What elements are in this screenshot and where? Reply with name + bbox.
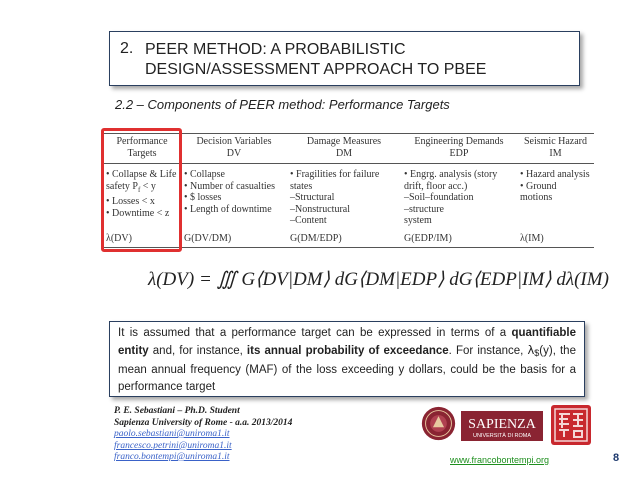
func-g-dm-edp: G(DM/EDP) bbox=[287, 227, 401, 248]
university-name: Sapienza University of Rome - a.a. 2013/2014 bbox=[114, 417, 293, 428]
red-seal-stamp-icon bbox=[550, 404, 592, 446]
func-lambda-im: λ(IM) bbox=[517, 227, 594, 248]
sapienza-emblem-icon bbox=[420, 405, 457, 442]
header-performance-targets: Performance Targets bbox=[103, 134, 181, 164]
func-g-dv-dm: G(DV/DM) bbox=[181, 227, 287, 248]
header-engineering-demands: Engineering Demands EDP bbox=[401, 134, 517, 164]
email-link-sebastiani[interactable]: paolo.sebastiani@uniroma1.it bbox=[114, 429, 230, 439]
header-decision-variables: Decision Variables DV bbox=[181, 134, 287, 164]
peer-formula: λ(DV) = ∭ G⟨DV|DM⟩ dG⟨DM|EDP⟩ dG⟨EDP|IM⟩ dλ(IM) bbox=[148, 269, 609, 290]
email-link-bontempi[interactable]: franco.bontempi@uniroma1.it bbox=[114, 452, 230, 462]
cell-damage-measures: • Fragilities for failure states –Structural –Nonstructural –Content bbox=[290, 169, 380, 226]
cell-performance-targets: • Collapse & Life safety $P_f < y$ • Losses < x • Downtime < z bbox=[106, 169, 177, 219]
sapienza-wordmark-logo bbox=[461, 411, 543, 441]
website-link[interactable]: www.francobontempi.org bbox=[450, 455, 550, 465]
header-damage-measures: Damage Measures DM bbox=[287, 134, 401, 164]
author-name: P. E. Sebastiani – Ph.D. Student bbox=[114, 406, 240, 416]
func-lambda-dv: λ(DV) bbox=[103, 227, 181, 248]
email-link-petrini[interactable]: francesco.petrini@uniroma1.it bbox=[114, 440, 232, 451]
cell-seismic-hazard: • Hazard analysis • Ground motions bbox=[520, 169, 590, 203]
cell-engineering-demands: • Engrg. analysis (story drift, floor acc.) –Soil–foundation –structure system bbox=[404, 169, 498, 226]
slide-subtitle: 2.2 – Components of PEER method: Performance Targets bbox=[115, 97, 450, 112]
footer-author-info bbox=[114, 406, 292, 464]
performance-target-note: It is assumed that a performance target can be expressed in terms of a quantifiable entity and, for instance, its annual probability of exceedance. For instance, λ$(y), the mean annual frequency (MAF) of the loss exceeding y dollars, could be the basis for a performance target bbox=[109, 321, 585, 397]
header-seismic-hazard: Seismic Hazard IM bbox=[517, 134, 594, 164]
svg-text:UNIVERSITÀ DI ROMA: UNIVERSITÀ DI ROMA bbox=[472, 433, 532, 439]
svg-text:SAPIENZA: SAPIENZA bbox=[468, 417, 536, 432]
performance-targets-highlight bbox=[101, 128, 182, 252]
cell-decision-variables: • Collapse • Number of casualties • $ losses • Length of downtime bbox=[184, 169, 275, 215]
title-box bbox=[109, 31, 580, 86]
section-number: 2. bbox=[120, 40, 134, 57]
page-number: 8 bbox=[613, 452, 620, 464]
slide-title: PEER METHOD: A PROBABILISTIC DESIGN/ASSESSMENT APPROACH TO PBEE bbox=[145, 41, 487, 78]
func-g-edp-im: G(EDP/IM) bbox=[401, 227, 517, 248]
